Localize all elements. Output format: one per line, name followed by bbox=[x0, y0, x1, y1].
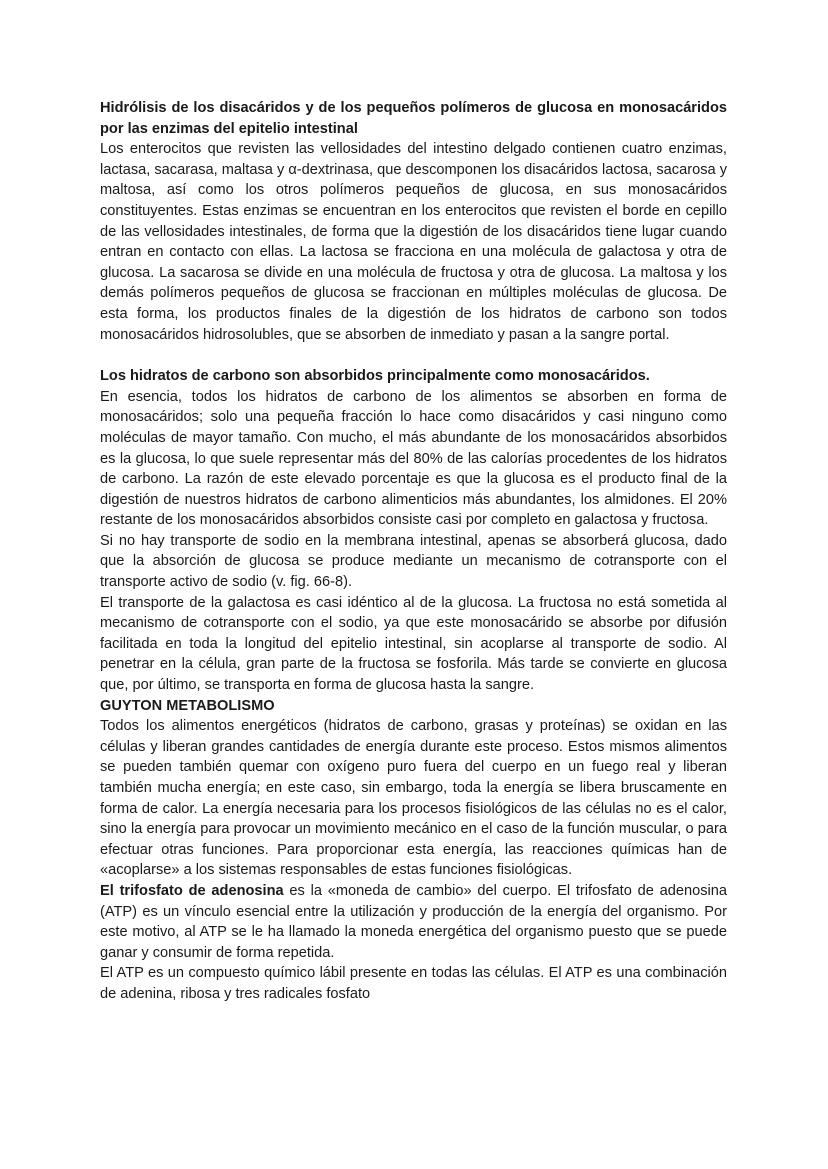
term-trifosfato-adenosina: El trifosfato de adenosina bbox=[100, 882, 284, 899]
paragraph-monosacaridos: En esencia, todos los hidratos de carbono de los alimentos se absorben en forma de monosacáridos; solo una pequeña fracción lo hace como disacáridos y casi ninguno como moléculas de mayor tamaño. Con mucho, el más abundante de los monosacáridos absorbidos es la glucosa, lo que suele representar más del 80% de las calorías procedentes de los hidratos de carbono. La razón de este elevado porcentaje es que la glucosa es el producto final de la digestión de nuestros hidratos de carbono alimenticios más abundantes, los almidones. El 20% restante de los monosacáridos absorbidos consiste casi por completo en galactosa y fructosa. bbox=[100, 388, 727, 529]
paragraph-alimentos-energeticos: Todos los alimentos energéticos (hidratos de carbono, grasas y proteínas) se oxidan en las células y liberan grandes cantidades de energía durante este proceso. Estos mismos alimentos se pueden también quemar con oxígeno puro fuera del cuerpo en un fuego real y liberan también mucha energía; en este caso, sin embargo, toda la energía se libera bruscamente en forma de calor. La energía necesaria para los procesos fisiológicos de las células no es el calor, sino la energía para provocar un movimiento mecánico en el caso de la función muscular, o para efectuar otras funciones. Para proporcionar esta energía, las reacciones químicas han de «acoplarse» a los sistemas responsables de estas funciones fisiológicas. bbox=[100, 718, 727, 879]
section-spacer bbox=[100, 345, 727, 366]
section-heading-hidrolisis: Hidrólisis de los disacáridos y de los pequeños polímeros de glucosa en monosacáridos por las enzimas del epitelio intestinal bbox=[100, 100, 727, 137]
document-page bbox=[100, 98, 727, 1005]
paragraph-atp-moneda bbox=[100, 881, 727, 963]
paragraph-enterocitos: Los enterocitos que revisten las vellosidades del intestino delgado contienen cuatro enzimas, lactasa, sacarasa, maltasa y α-dextrinasa, que descomponen los disacáridos lactosa, sacarosa y maltosa, así como los otros polímeros pequeños de glucosa, en sus monosacáridos constituyentes. Estas enzimas se encuentran en los enterocitos que revisten el borde en cepillo de las vellosidades intestinales, de forma que la digestión de los disacáridos tiene lugar cuando entran en contacto con ellas. La lactosa se fracciona en una molécula de galactosa y otra de glucosa. La sacarosa se divide en una molécula de fructosa y otra de glucosa. La maltosa y los demás polímeros pequeños de glucosa se fraccionan en múltiples moléculas de glucosa. De esta forma, los productos finales de la digestión de los hidratos de carbono son todos monosacáridos hidrosolubles, que se absorben de inmediato y pasan a la sangre portal. bbox=[100, 141, 727, 343]
paragraph-atp-compuesto: El ATP es un compuesto químico lábil presente en todas las células. El ATP es una combinación de adenina, ribosa y tres radicales fosfato bbox=[100, 965, 727, 1002]
section-heading-absorcion: Los hidratos de carbono son absorbidos principalmente como monosacáridos. bbox=[100, 368, 650, 385]
paragraph-galactosa-fructosa: El transporte de la galactosa es casi idéntico al de la glucosa. La fructosa no está sometida al mecanismo de cotransporte con el sodio, ya que este monosacárido se absorbe por difusión facilitada en toda la longitud del epitelio intestinal, sin acoplarse al transporte de sodio. Al penetrar en la célula, gran parte de la fructosa se fosforila. Más tarde se convierte en glucosa que, por último, se transporta en forma de glucosa hasta la sangre. bbox=[100, 594, 727, 694]
paragraph-transporte-sodio: Si no hay transporte de sodio en la membrana intestinal, apenas se absorberá glucosa, dado que la absorción de glucosa se produce mediante un mecanismo de cotransporte con el transporte activo de sodio (v. fig. 66-8). bbox=[100, 532, 727, 591]
paragraph-atp-text: es la «moneda de cambio» del cuerpo. El trifosfato de adenosina (ATP) es un vínculo esencial entre la utilización y producción de la energía del organismo. Por este motivo, al ATP se le ha llamado la moneda energética del organismo puesto que se puede ganar y consumir de forma repetida. bbox=[100, 882, 727, 961]
section-heading-guyton: GUYTON METABOLISMO bbox=[100, 697, 275, 714]
